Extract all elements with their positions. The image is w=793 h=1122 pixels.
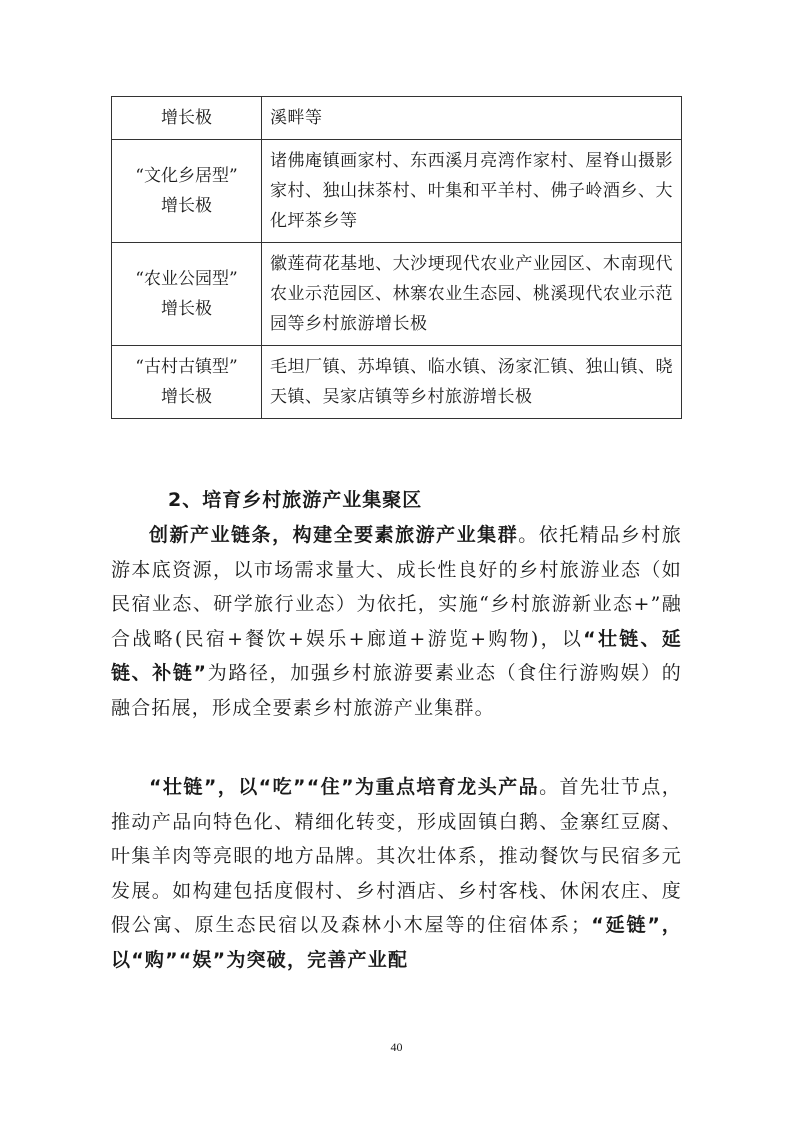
growth-pole-type-line: 增长极 [161, 387, 212, 407]
table-row [112, 140, 682, 243]
paragraph-text: 。依托精品乡村旅游本底资源，以市场需求量大、成长性良好的乡村旅游业态（如民宿业态、研学旅行业态）为依托，实施“乡村旅游新业态+”融合战略(民宿+餐饮+娱乐+廊道+游览+购物)，以 [111, 524, 682, 650]
growth-pole-description-cell: 诸佛庵镇画家村、东西溪月亮湾作家村、屋脊山摄影家村、独山抹茶村、叶集和平羊村、佛子岭酒乡、大化坪茶乡等 [262, 140, 682, 243]
growth-pole-type-cell [112, 140, 262, 243]
growth-pole-type-cell [112, 243, 262, 346]
paragraph-text: 为路径，加强乡村旅游要素业态（食住行游购娱）的融合拓展，形成全要素乡村旅游产业集群。 [111, 662, 682, 719]
paragraph-bold-lead: “壮链”，以“吃”“住”为重点培育龙头产品 [149, 776, 540, 798]
growth-pole-table-body [112, 97, 682, 419]
growth-pole-type-line: “古村古镇型” [135, 357, 238, 377]
page-number: 40 [390, 1040, 403, 1054]
paragraph-industry-chain [111, 518, 682, 725]
growth-pole-type-line: “文化乡居型” [135, 166, 238, 186]
growth-pole-type-cell [112, 97, 262, 140]
growth-pole-type-line: 增长极 [161, 196, 212, 216]
paragraph-bold-phrase: “延链”，以“购”“娱”为突破，完善产业配 [111, 914, 682, 971]
growth-pole-description-cell: 毛坦厂镇、苏埠镇、临水镇、汤家汇镇、独山镇、晓天镇、吴家店镇等乡村旅游增长极 [262, 346, 682, 419]
growth-pole-type-line: 增长极 [161, 108, 212, 128]
paragraph-text: 。首先壮节点，推动产品向特色化、精细化转变，形成固镇白鹅、金寨红豆腐、叶集羊肉等亮眼的地方品牌。其次壮体系，推动餐饮与民宿多元发展。如构建包括度假村、乡村酒店、乡村客栈、休闲农庄、度假公寓、原生态民宿以及森林小木屋等的住宿体系； [111, 776, 683, 936]
growth-pole-table [111, 96, 682, 419]
paragraph-bold-lead: 创新产业链条，构建全要素旅游产业集群 [149, 524, 519, 546]
growth-pole-description-cell: 溪畔等 [262, 97, 682, 140]
table-row [112, 97, 682, 140]
growth-pole-type-line: 增长极 [161, 299, 212, 319]
paragraph-strengthen-chain [111, 770, 682, 977]
table-row [112, 243, 682, 346]
growth-pole-type-line: “农业公园型” [135, 269, 238, 289]
paragraph-bold-phrase: “壮链、延链、补链” [111, 627, 682, 684]
table-row [112, 346, 682, 419]
section-heading: 2、培育乡村旅游产业集聚区 [168, 489, 423, 511]
growth-pole-type-cell [112, 346, 262, 419]
growth-pole-description-cell: 徽莲荷花基地、大沙埂现代农业产业园区、木南现代农业示范园区、林寨农业生态园、桃溪现代农业示范园等乡村旅游增长极 [262, 243, 682, 346]
